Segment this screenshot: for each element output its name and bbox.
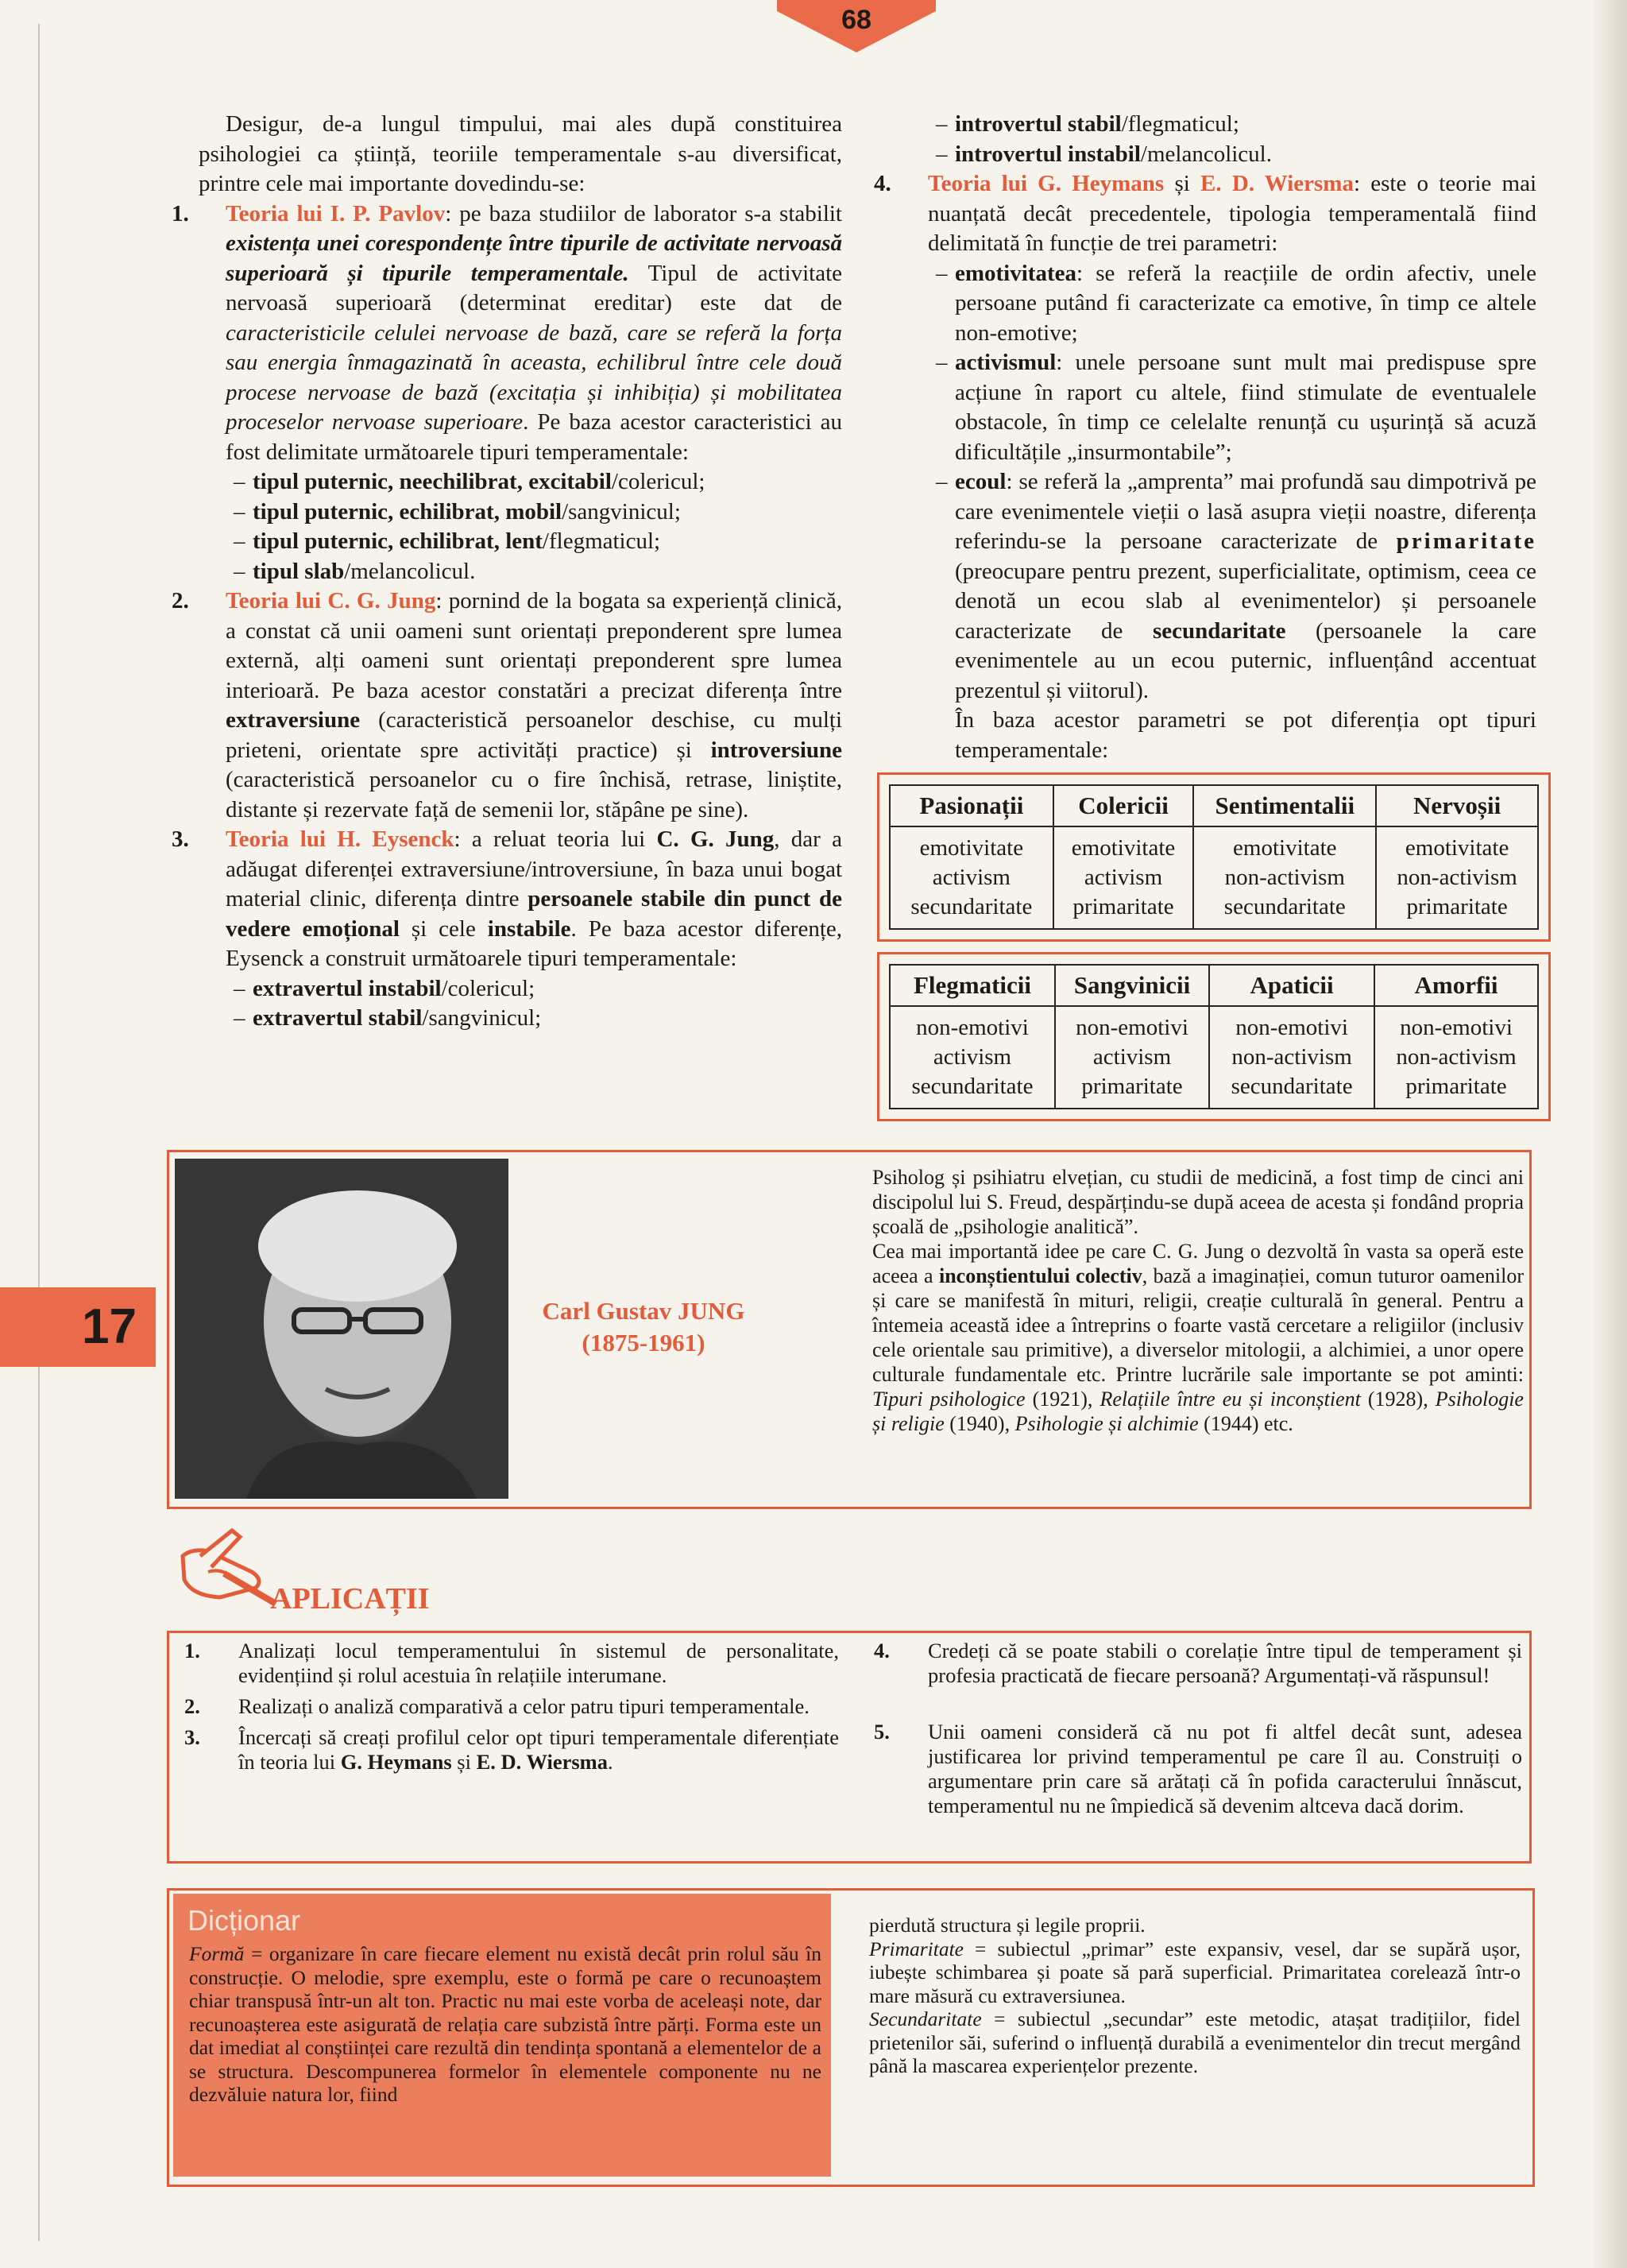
table-cell — [1055, 1006, 1209, 1109]
portrait-photo — [175, 1159, 508, 1499]
cell-line: non-activism — [1396, 1044, 1517, 1070]
theory-title: Teoria lui H. Eysenck — [226, 826, 454, 852]
term: primaritate — [1396, 528, 1536, 554]
portrait-illustration — [175, 1159, 508, 1499]
text: Tipul de activitate nervoasă superioară (determinat ereditar) este dat de — [226, 260, 842, 315]
parameter-name: activismul — [955, 350, 1057, 375]
cell-line: activism — [932, 865, 1011, 890]
text: (caracteristică persoanelor deschise, cu mulți prieteni, orientate spre activități practice) și — [226, 707, 842, 763]
table-cell — [890, 826, 1053, 929]
cell-line: secundaritate — [910, 894, 1033, 919]
column-header: Sentimentalii — [1193, 785, 1376, 826]
question-text: . — [608, 1750, 613, 1774]
cell-line: non-emotivi — [1400, 1015, 1513, 1040]
type-rest: /flegmaticul; — [542, 528, 661, 554]
person-name: Carl Gustav JUNG — [542, 1297, 745, 1325]
term: secundaritate — [1152, 617, 1286, 644]
dictionary-definition: = subiectul „secundar” este metodic, atașat tradițiilor, fidel prietenilor săi, suferind o influență durabilă a evenimentelor din trecut mergând până la mascarea experiențelor prezente. — [869, 2007, 1521, 2077]
list-item — [226, 527, 842, 557]
question-number: 4. — [874, 1639, 890, 1662]
text: Cea mai importantă idee pe care C. G. Jung o dezvoltă în vasta sa operă este aceea a — [872, 1240, 1524, 1287]
aplicatii-right — [874, 1639, 1522, 1818]
question-text: și — [451, 1750, 477, 1774]
cell-line: activism — [1092, 1044, 1172, 1070]
parameter-name: emotivitatea — [955, 260, 1076, 286]
list-item — [928, 140, 1536, 170]
type-rest: /sangvinicul; — [562, 498, 681, 524]
text: : este o teorie mai nuanțată decât precedentele, tipologia temperamentală fiind delimitată în funcție de trei parametri: — [928, 171, 1537, 256]
text: : a reluat teoria lui — [454, 826, 657, 852]
parameter-item — [928, 259, 1536, 349]
table-cell — [1376, 826, 1538, 929]
theory-title: Teoria lui G. Heymans — [928, 171, 1165, 196]
question-item — [184, 1639, 839, 1688]
text: (caracteristică persoanelor cu o fire închisă, retrase, liniștite, distante și rezervate față de semenii lor, stăpâne pe sine). — [226, 767, 842, 822]
parameter-text: : se referă la reacțiile de ordin afectiv, unele persoane putând fi caracterizate ca emotive, în timp ce altele non-emotive; — [955, 260, 1536, 346]
cell-line: activism — [1084, 865, 1163, 890]
aplicatii-left — [184, 1639, 839, 1775]
theory-heymans — [874, 169, 1537, 765]
question-text: Analizați locul temperamentului în sistemul de personalitate, evidențiind și rolul acestuia în relațiile interumane. — [238, 1639, 839, 1687]
term: inconștientului colectiv — [938, 1264, 1142, 1287]
question-text: Realizați o analiză comparativă a celor patru tipuri temperamentale. — [238, 1694, 810, 1718]
parameter-item — [928, 348, 1536, 467]
type-name: extravertul instabil — [253, 975, 442, 1001]
question-number: 3. — [184, 1725, 200, 1749]
text: și — [1164, 171, 1201, 196]
intro-paragraph: Desigur, de-a lungul timpului, mai ales după constituirea psihologiei ca știință, teoriile temperamentale s-au diversificat, printre cele mai importante dovedindu-se: — [199, 111, 842, 196]
table — [889, 964, 1539, 1109]
cell-line: non-emotivi — [916, 1015, 1029, 1040]
person-years: (1875-1961) — [582, 1329, 705, 1357]
parameter-text: (persoanele la care evenimentele au un ecou puternic, influențând accentuat prezentul și viitorul). — [955, 617, 1536, 703]
theory-title: Teoria lui I. P. Pavlov — [226, 200, 446, 226]
theory-title: E. D. Wiersma — [1200, 171, 1354, 196]
table-row — [890, 826, 1538, 929]
theory-jung — [172, 586, 842, 825]
theory-pavlov — [172, 199, 842, 587]
question-number: 5. — [874, 1720, 890, 1744]
dictionary-term: Secundaritate — [869, 2007, 982, 2030]
dictionary-definition: = subiectul „primar” este expansiv, vesel, dar se supără ușor, iubește schimbarea și poate să pară superficial. Primaritatea corelează într-o mare măsură cu extraversiunea. — [869, 1937, 1521, 2007]
column-header: Sangvinicii — [1055, 965, 1209, 1006]
table-cell — [890, 1006, 1055, 1109]
table-cell — [1053, 826, 1194, 929]
list-item — [226, 467, 842, 497]
cell-line: emotivitate — [1405, 835, 1509, 861]
type-name: tipul slab — [253, 558, 345, 584]
term: extraversiune — [226, 707, 361, 733]
text: : pe baza studiilor de laborator s-a stabilit — [445, 200, 842, 226]
cell-line: non-activism — [1397, 865, 1517, 890]
parameter-text: (preocupare pentru prezent, superficialitate, optimism, ceea ce denotă un ecou slab al evenimentelor) și persoanele caracterizate de — [955, 558, 1536, 644]
text: . Pe baza acestor caracteristici au fost delimitate următoarele tipuri temperamentale: — [226, 409, 842, 465]
cell-line: activism — [933, 1044, 1012, 1070]
aplicatii-header — [176, 1524, 574, 1620]
type-name: tipul puternic, echilibrat, mobil — [253, 498, 562, 524]
work-title: Psihologie și religie — [872, 1388, 1524, 1435]
term: C. G. Jung — [656, 826, 775, 852]
work-year: (1928), — [1360, 1388, 1436, 1411]
work-year: (1940), — [944, 1412, 1015, 1435]
theory-number: 3. — [172, 826, 189, 852]
dictionary-term: Primaritate — [869, 1937, 964, 1960]
list-item — [226, 1004, 842, 1034]
question-text: Credeți că se poate stabili o corelație între tipul de temperament și profesia practicată de fiecare persoană? Argumentați-vă răspunsul! — [928, 1639, 1522, 1687]
parameter-item — [928, 467, 1536, 706]
question-text: Încercați să creați profilul celor opt tipuri temperamentale diferențiate în teoria lui — [238, 1725, 839, 1774]
type-rest: /flegmaticul; — [1121, 111, 1239, 137]
dictionary-entry — [869, 2007, 1521, 2078]
name: E. D. Wiersma — [476, 1750, 608, 1774]
cell-line: non-emotivi — [1076, 1015, 1188, 1040]
dictionary-definition: = organizare în care fiecare element nu există decât prin rolul său în construcție. O melodie, spre exemplu, este o formă pe care o recunoaștem chiar transpusă într-un alt ton. Practic nu mai este vorba de aceleași note, dar recunoașterea este asigurată de relația care subzistă între părți. Forma este un dat imediat al conștiinței care rezultă din tendința spontană a elementelor de a se structura. Descompunerea formelor în elementele componente nu ne dezvăluie natura lor, fiind — [189, 1942, 821, 2106]
table-cell — [1193, 826, 1376, 929]
list-item — [226, 557, 842, 587]
work-year: (1921), — [1025, 1388, 1100, 1411]
page-number-tab — [777, 0, 936, 52]
chapter-number: 17 — [82, 1299, 137, 1354]
temperament-table-2 — [877, 952, 1551, 1121]
dictionary-term: Formă — [189, 1942, 245, 1965]
table-cell — [1209, 1006, 1374, 1109]
table-header-row — [890, 965, 1538, 1006]
type-rest: /colericul; — [611, 469, 705, 494]
cell-line: emotivitate — [1071, 835, 1176, 861]
closing-sentence: În baza acestor parametri se pot diferenția opt tipuri temperamentale: — [955, 707, 1536, 763]
dictionary-right — [869, 1914, 1521, 2078]
list-item — [928, 110, 1536, 140]
work-title: Tipuri psihologice — [872, 1388, 1026, 1411]
question-number: 2. — [184, 1694, 200, 1718]
question-item — [184, 1694, 839, 1719]
emphasis: caracteristicile celulei nervoase de bază, care se referă la forța sau energia înmagazinată în aceasta, echilibrul între cele două procese nervoase de bază (excitația și inhibiția) și mobilitatea proceselor nervoase superioare — [226, 319, 842, 435]
left-column — [172, 110, 842, 1034]
cell-line: primaritate — [1072, 894, 1174, 919]
type-name: tipul puternic, echilibrat, lent — [253, 528, 543, 554]
cell-line: non-activism — [1231, 1044, 1352, 1070]
column-header: Flegmaticii — [890, 965, 1055, 1006]
term: instabile — [487, 915, 571, 942]
theory-title: Teoria lui C. G. Jung — [226, 588, 436, 613]
list-item — [226, 497, 842, 528]
theory-eysenck — [172, 825, 842, 1034]
text: și cele — [399, 915, 488, 942]
cell-line: primaritate — [1405, 1074, 1507, 1099]
dictionary-forma — [189, 1942, 821, 2107]
type-rest: /melancolicul. — [344, 558, 476, 584]
text: : pornind de la bogata sa experiență clinică, a constat că unii oameni sunt orientați preponderent spre lumea externă, alți oameni sunt orientați preponderent spre lumea interioară. Pe baza acestor constatări a precizat diferența între — [226, 588, 842, 703]
text: . Pe baza acestor diferențe, Eysenck a construit următoarele tipuri temperamentale: — [226, 915, 842, 971]
term: introversiune — [710, 737, 842, 763]
type-rest: /sangvinicul; — [422, 1005, 542, 1031]
theory-number: 1. — [172, 200, 189, 226]
type-name: extravertul stabil — [253, 1005, 423, 1031]
cell-line: secundaritate — [1223, 894, 1346, 919]
cell-line: primaritate — [1406, 894, 1508, 919]
column-header: Amorfii — [1374, 965, 1538, 1006]
cell-line: emotivitate — [919, 835, 1024, 861]
table-row — [890, 1006, 1538, 1109]
dictionary-entry — [869, 1937, 1521, 2008]
right-column — [874, 110, 1537, 765]
text: , dar a adăugat diferenței extraversiune/introversiune, în baza unui bogat material clinic, diferența dintre — [226, 826, 842, 911]
cell-line: secundaritate — [911, 1074, 1034, 1099]
pavlov-type-list — [226, 467, 842, 586]
question-text: Unii oameni consideră că nu pot fi altfel decât sunt, adesea justificarea lor privind temperamentul pe care îl au. Construiți o argumentare prin care să arătați că în pofida caracterului înnăscut, temperamentul nu ne împiedică să devenim altceva dacă dorim. — [928, 1720, 1522, 1817]
question-number: 1. — [184, 1639, 200, 1662]
page-number: 68 — [841, 5, 871, 35]
page-left-edge — [38, 24, 40, 2241]
question-item — [874, 1720, 1522, 1818]
bio-paragraph — [872, 1239, 1524, 1436]
emphasis: existența unei corespondențe între tipurile de activitate nervoasă superioară și tipurile temperamentale. — [226, 230, 842, 286]
eysenck-type-list — [226, 974, 842, 1034]
type-name: introvertul instabil — [955, 141, 1141, 167]
cell-line: primaritate — [1081, 1074, 1183, 1099]
column-header: Apaticii — [1209, 965, 1374, 1006]
temperament-table-1 — [877, 772, 1551, 942]
work-title: Psihologie și alchimie — [1014, 1412, 1199, 1435]
work-title: Relațiile între eu și inconștient — [1099, 1388, 1361, 1411]
type-rest: /melancolicul. — [1140, 141, 1272, 167]
cell-line: non-activism — [1224, 865, 1345, 890]
theory-number: 4. — [874, 171, 891, 196]
question-item — [184, 1725, 839, 1775]
column-header: Colericii — [1053, 785, 1194, 826]
theory-number: 2. — [172, 588, 189, 613]
table — [889, 784, 1539, 930]
cell-line: non-emotivi — [1235, 1015, 1348, 1040]
eysenck-type-list-cont — [901, 110, 1536, 169]
column-header: Nervoșii — [1376, 785, 1538, 826]
type-rest: /colericul; — [441, 975, 535, 1001]
page-right-edge — [1590, 0, 1627, 2268]
name: G. Heymans — [340, 1750, 452, 1774]
parameter-text: : unele persoane sunt mult mai predispuse spre acțiune în raport cu altele, fiind stimulate de eventualele obstacole, în timp ce celelalte renunță cu ușurință să acuză dificultățile „insurmontabile”; — [955, 350, 1536, 465]
chapter-tab — [0, 1287, 156, 1367]
cell-line: emotivitate — [1233, 835, 1337, 861]
parameter-name: ecoul — [955, 469, 1007, 494]
biography-text — [872, 1165, 1524, 1436]
list-item — [226, 974, 842, 1004]
work-year: (1944) etc. — [1198, 1412, 1293, 1435]
type-name: introvertul stabil — [955, 111, 1122, 137]
parameter-text: : se referă la „amprenta” mai profundă sau dimpotrivă pe care evenimentele vieții o lasă asupra vieții noastre, diferența referindu-se la persoane caracterizate de — [955, 469, 1536, 554]
table-header-row — [890, 785, 1538, 826]
bio-paragraph: Psiholog și psihiatru elvețian, cu studii de medicină, a fost timp de cinci ani discipolul lui S. Freud, despărțindu-se după aceea de acesta și fondând propria școală de „psihologie analitică”. — [872, 1166, 1524, 1238]
column-header: Pasionații — [890, 785, 1053, 826]
dictionary-title: Dicționar — [187, 1904, 301, 1937]
question-item — [874, 1639, 1522, 1688]
section-title: APLICAȚII — [270, 1582, 430, 1616]
cell-line: secundaritate — [1231, 1074, 1353, 1099]
portrait-caption — [508, 1295, 779, 1359]
table-cell — [1374, 1006, 1538, 1109]
type-name: tipul puternic, neechilibrat, excitabil — [253, 469, 612, 494]
term: persoanele stabile din punct de vedere emoțional — [226, 886, 842, 942]
dictionary-definition-cont: pierdută structura și legile proprii. — [869, 1914, 1146, 1937]
text: , bază a imaginației, comun tuturor oamenilor și care se manifestă în mituri, religii, creație culturală în general. Pentru a întemeia această idee a întreprins o foarte vastă cercetare a religiilor (inclusiv cele orientale sau primitive), a diverselor mitologii, a alchimiei, a unor opere culturale fundamentale etc. Printre lucrările sale importante se pot aminti: — [872, 1264, 1524, 1386]
